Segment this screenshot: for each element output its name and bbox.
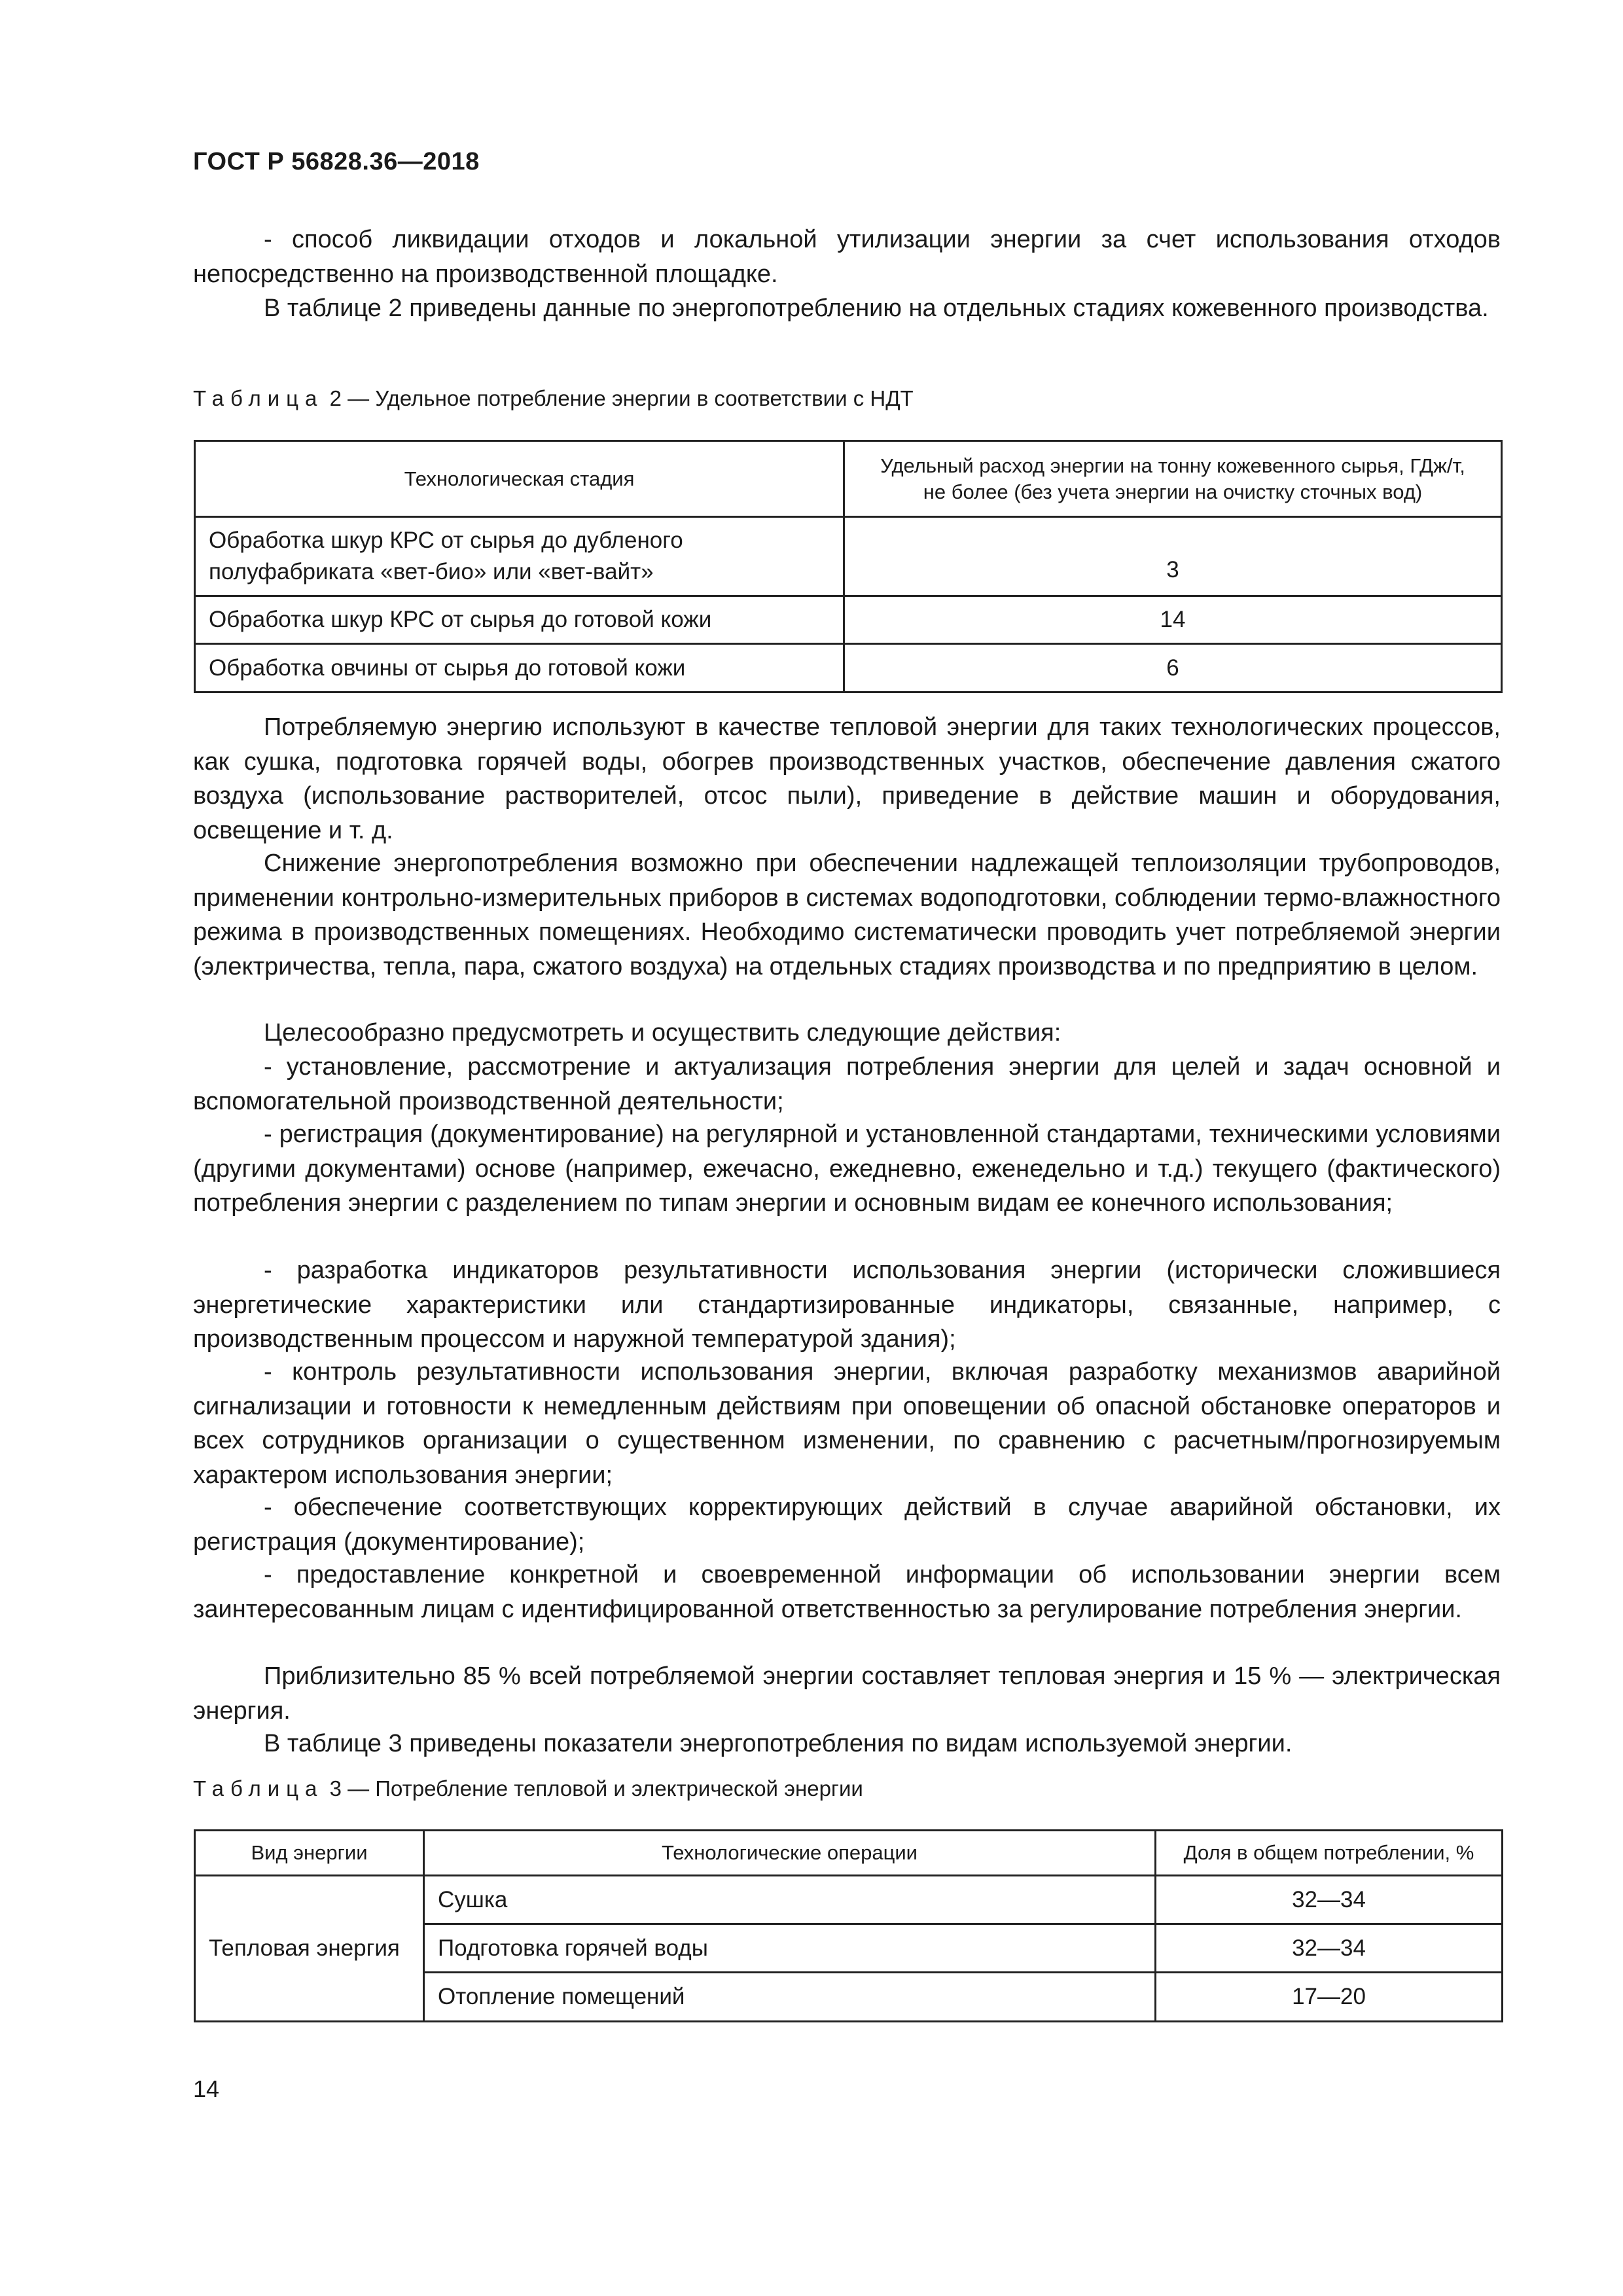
- intro-paragraph-1: - способ ликвидации отходов и локальной утилизации энергии за счет использования отходов непосредственно на производственной площадке.: [193, 226, 1501, 288]
- table3-share-cell: 32—34: [1156, 1876, 1503, 1924]
- table3-caption-text: 3 — Потребление тепловой и электрической энергии: [329, 1776, 863, 1801]
- body-paragraph-2: Снижение энергопотребления возможно при обеспечении надлежащей теплоизоляции трубопроводов, применении контрольно-измерительных приборов в системах водоподготовки, соблюдении термо-влажностного режима в производственных помещениях. Необходимо систематически проводить учет потребляемой энергии (электричества, тепла, пара, сжатого воздуха) на отдельных стадиях производства и по предприятию в целом.: [193, 850, 1501, 980]
- body-paragraph-8: - обеспечение соответствующих корректирующих действий в случае аварийной обстановки, их регистрация (документирование);: [193, 1494, 1501, 1556]
- body-paragraph-4: - установление, рассмотрение и актуализация потребления энергии для целей и задач основной и вспомогательной производственной деятельности;: [193, 1053, 1501, 1115]
- table3-operation-cell: Отопление помещений: [424, 1973, 1156, 2022]
- table3-header-row: [195, 1831, 1503, 1876]
- table2-col-energy-line2: не более (без учета энергии на очистку сточных вод): [923, 480, 1423, 503]
- standard-title: ГОСТ Р 56828.36—2018: [193, 148, 480, 175]
- table2-value-cell: 14: [844, 596, 1502, 644]
- table3-operation-cell: Подготовка горячей воды: [424, 1924, 1156, 1973]
- body-paragraph-6: - разработка индикаторов результативности использования энергии (исторически сложившиеся энергетические характеристики или стандартизированные индикаторы, связанные, например, с производственным процессом и наружной температурой здания);: [193, 1257, 1501, 1353]
- table2-caption: [193, 386, 914, 411]
- table3-share-cell: 32—34: [1156, 1924, 1503, 1973]
- table3: [194, 1829, 1503, 2022]
- body-paragraph-11: В таблице 3 приведены показатели энергопотребления по видам используемой энергии.: [264, 1730, 1293, 1757]
- table2-stage-cell: Обработка шкур КРС от сырья до готовой кожи: [195, 596, 844, 644]
- table3-caption: [193, 1776, 863, 1801]
- table-row: [195, 1876, 1503, 1924]
- body-paragraph-9: - предоставление конкретной и своевременной информации об использовании энергии всем заинтересованным лицам с идентифицированной ответственностью за регулирование потребления энергии.: [193, 1561, 1501, 1623]
- table2: [194, 440, 1503, 693]
- body-paragraph-1: Потребляемую энергию используют в качестве тепловой энергии для таких технологических процессов, как сушка, подготовка горячей воды, обогрев производственных участков, обеспечение давления сжатого воздуха (использование растворителей, отсос пыли), приведение в действие машин и оборудования, освещение и т. д.: [193, 713, 1501, 844]
- table3-col-operations: Технологические операции: [424, 1831, 1156, 1876]
- table-row: [195, 596, 1502, 644]
- page-number: 14: [193, 2075, 220, 2102]
- table2-col-energy-line1: Удельный расход энергии на тонну кожевенного сырья, ГДж/т,: [880, 454, 1465, 477]
- table3-col-share: Доля в общем потреблении, %: [1156, 1831, 1503, 1876]
- body-paragraph-7: - контроль результативности использования энергии, включая разработку механизмов аварийной сигнализации и готовности к немедленным действиям при оповещении об опасной обстановке операторов и всех сотрудников организации о существенном изменении, по сравнению с расчетным/прогнозируемым характером использования энергии;: [193, 1358, 1501, 1489]
- table2-col-stage: Технологическая стадия: [195, 441, 844, 517]
- table2-stage-cell: Обработка овчины от сырья до готовой кожи: [195, 644, 844, 692]
- table2-caption-text: 2 — Удельное потребление энергии в соответствии с НДТ: [329, 386, 914, 410]
- body-paragraph-3: Целесообразно предусмотреть и осуществить следующие действия:: [264, 1019, 1061, 1047]
- body-paragraph-5: - регистрация (документирование) на регулярной и установленной стандартами, техническими условиями (другими документами) основе (например, ежечасно, ежедневно, еженедельно и т.д.) текущего (фактического) потребления энергии с разделением по типам энергии и основным видам ее конечного использования;: [193, 1121, 1501, 1217]
- intro-paragraph-2: В таблице 2 приведены данные по энергопотреблению на отдельных стадиях кожевенного производства.: [264, 295, 1489, 322]
- table-row: [195, 644, 1502, 692]
- table2-header-row: [195, 441, 1502, 517]
- table3-group-cell: Тепловая энергия: [195, 1876, 424, 2022]
- table2-stage-cell: Обработка шкур КРС от сырья до дубленого полуфабриката «вет-био» или «вет-вайт»: [195, 517, 844, 596]
- table3-operation-cell: Сушка: [424, 1876, 1156, 1924]
- table2-col-energy: [844, 441, 1502, 517]
- body-paragraph-10: Приблизительно 85 % всей потребляемой энергии составляет тепловая энергия и 15 % — электрическая энергия.: [193, 1662, 1501, 1725]
- table3-share-cell: 17—20: [1156, 1973, 1503, 2022]
- table2-value: 3: [1166, 557, 1179, 583]
- table3-col-energy-type: Вид энергии: [195, 1831, 424, 1876]
- table2-value-cell: 6: [844, 644, 1502, 692]
- table2-caption-word: Таблица: [193, 386, 324, 410]
- table3-caption-word: Таблица: [193, 1776, 324, 1801]
- table-row: [195, 517, 1502, 596]
- table2-value-cell: [844, 517, 1502, 596]
